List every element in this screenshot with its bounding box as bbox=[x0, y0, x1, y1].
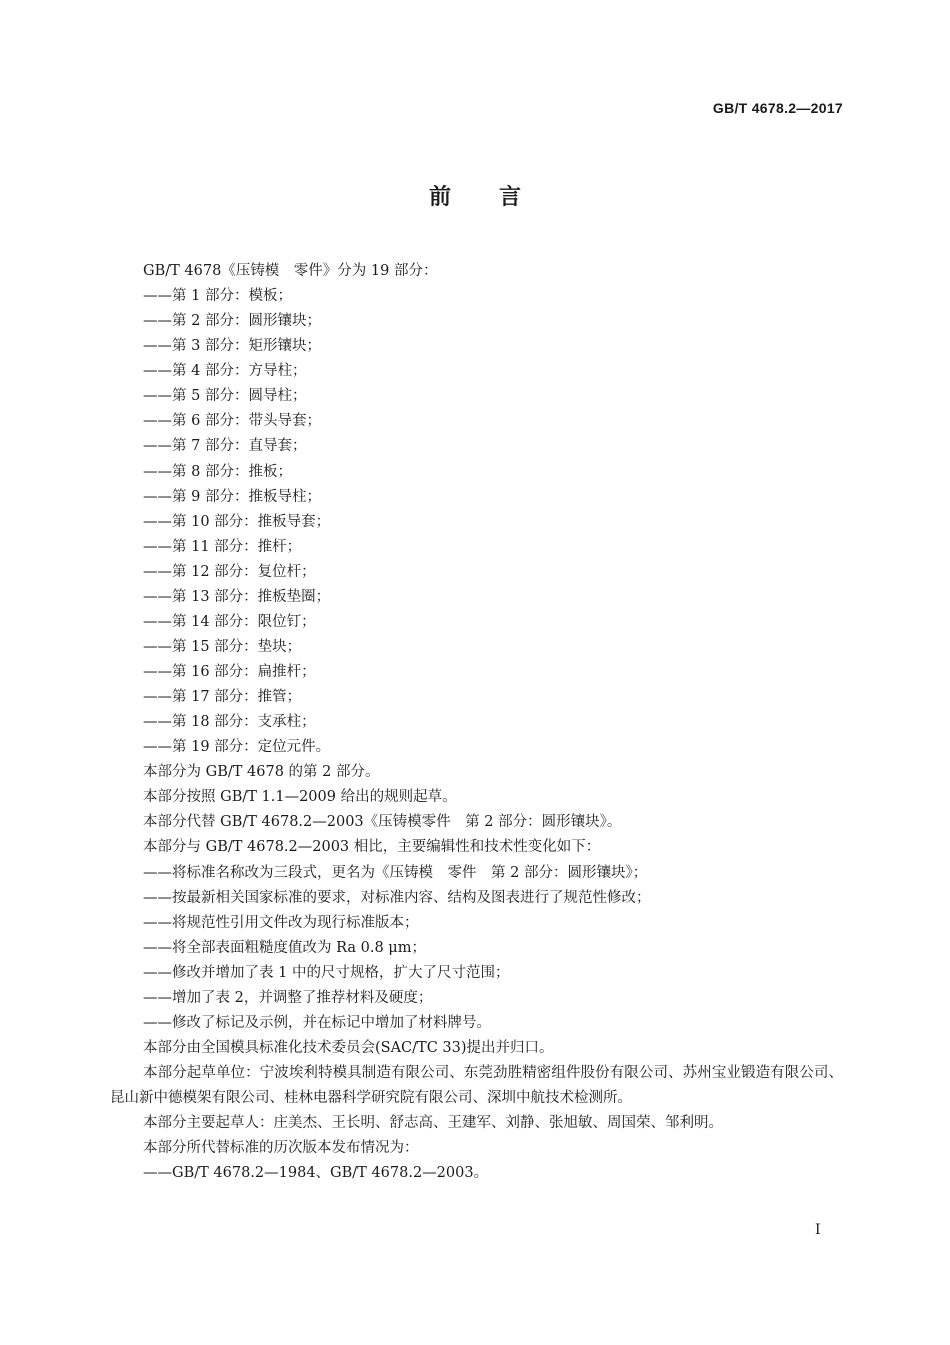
part-list-item: ——第 19 部分：定位元件。 bbox=[143, 739, 331, 756]
part-list-item: ——第 1 部分：模板； bbox=[143, 288, 292, 305]
drafters-paragraph: 本部分主要起草人：庄美杰、王长明、舒志高、王建军、刘静、张旭敏、周国荣、邹利明。 bbox=[143, 1115, 723, 1132]
parts-list bbox=[110, 284, 843, 760]
part-list-item: ——第 12 部分：复位杆； bbox=[143, 563, 316, 580]
part-list-item: ——第 7 部分：直导套； bbox=[143, 438, 307, 455]
history-intro-paragraph: 本部分所代替标准的历次版本发布情况为： bbox=[143, 1140, 419, 1157]
document-body bbox=[110, 259, 843, 1186]
history-item: ——GB/T 4678.2—1984、GB/T 4678.2—2003。 bbox=[143, 1165, 489, 1182]
intro-paragraph: GB/T 4678《压铸模 零件》分为 19 部分： bbox=[143, 263, 438, 279]
part-list-item: ——第 17 部分：推管； bbox=[143, 689, 302, 706]
change-list-item: ——将标准名称改为三段式，更名为《压铸模 零件 第 2 部分：圆形镶块》； bbox=[143, 864, 648, 881]
change-list-item: ——将规范性引用文件改为现行标准版本； bbox=[143, 914, 419, 931]
part-list-item: ——第 8 部分：推板； bbox=[143, 463, 292, 480]
page-number: I bbox=[815, 1222, 821, 1238]
replaces-paragraph: 本部分代替 GB/T 4678.2—2003《压铸模零件 第 2 部分：圆形镶块》。 bbox=[143, 814, 622, 831]
change-list-item: ——增加了表 2，并调整了推荐材料及硬度； bbox=[143, 989, 433, 1006]
part-list-item: ——第 11 部分：推杆； bbox=[143, 538, 302, 555]
part-list-item: ——第 2 部分：圆形镶块； bbox=[143, 313, 321, 330]
part-list-item: ——第 6 部分：带头导套； bbox=[143, 413, 321, 430]
part-list-item: ——第 3 部分：矩形镶块； bbox=[143, 338, 321, 355]
part-list-item: ——第 16 部分：扁推杆； bbox=[143, 664, 316, 680]
part-list-item: ——第 18 部分：支承柱； bbox=[143, 714, 316, 731]
part-list-item: ——第 14 部分：限位钉； bbox=[143, 613, 316, 630]
changes-intro-paragraph: 本部分与 GB/T 4678.2—2003 相比，主要编辑性和技术性变化如下： bbox=[143, 839, 601, 856]
change-list-item: ——按最新相关国家标准的要求，对标准内容、结构及图表进行了规范性修改； bbox=[143, 889, 651, 906]
drafting-rules-paragraph: 本部分按照 GB/T 1.1—2009 给出的规则起草。 bbox=[143, 789, 457, 806]
drafting-units-paragraph: 本部分起草单位：宁波埃利特模具制造有限公司、东莞劲胜精密组件股份有限公司、苏州宝业锻造有限公司、昆山新中德模架有限公司、桂林电器科学研究院有限公司、深圳中航技术检测所。 bbox=[110, 1065, 843, 1107]
part-list-item: ——第 15 部分：垫块； bbox=[143, 638, 302, 655]
change-list-item: ——修改并增加了表 1 中的尺寸规格，扩大了尺寸范围； bbox=[143, 964, 510, 981]
part-list-item: ——第 13 部分：推板垫圈； bbox=[143, 588, 331, 605]
standard-number: GB/T 4678.2—2017 bbox=[712, 100, 843, 116]
part-list-item: ——第 5 部分：圆导柱； bbox=[143, 388, 307, 405]
page-title: 前言 bbox=[428, 185, 569, 210]
part-of-paragraph: 本部分为 GB/T 4678 的第 2 部分。 bbox=[143, 764, 380, 781]
changes-list bbox=[110, 861, 843, 1036]
change-list-item: ——修改了标记及示例，并在标记中增加了材料牌号。 bbox=[143, 1014, 491, 1031]
proposed-by-paragraph: 本部分由全国模具标准化技术委员会(SAC/TC 33)提出并归口。 bbox=[143, 1039, 554, 1056]
change-list-item: ——将全部表面粗糙度值改为 Ra 0.8 μm； bbox=[143, 939, 426, 956]
part-list-item: ——第 9 部分：推板导柱； bbox=[143, 488, 321, 505]
part-list-item: ——第 10 部分：推板导套； bbox=[143, 513, 331, 530]
part-list-item: ——第 4 部分：方导柱； bbox=[143, 363, 307, 380]
